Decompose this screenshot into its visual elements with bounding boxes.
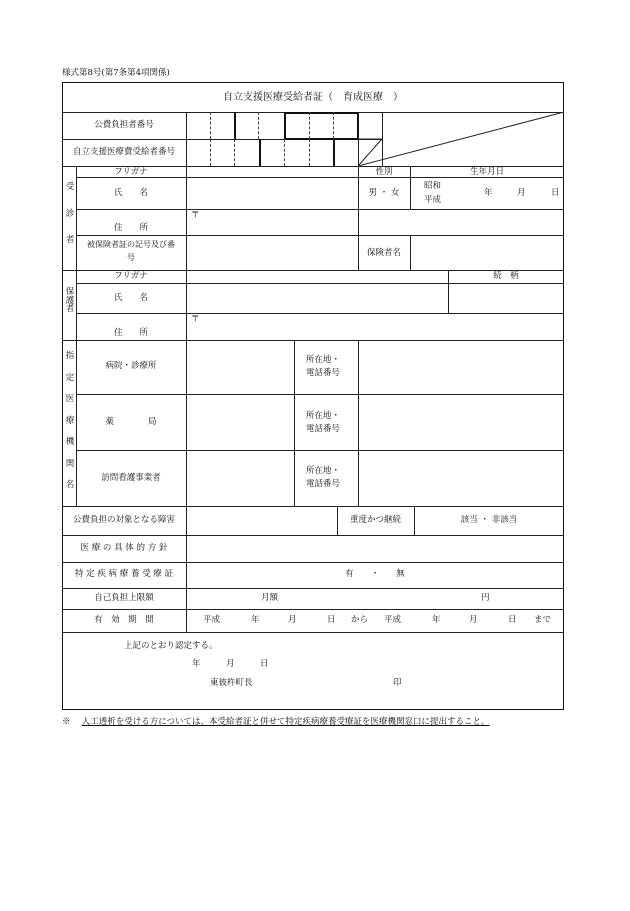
- vertical-kikan: 指 定 医 療 機 関 名: [65, 351, 75, 490]
- validity-m1: 月: [288, 615, 297, 625]
- sex-value: 男 ・ 女: [368, 188, 400, 198]
- furigana-label: フリガナ: [114, 167, 148, 177]
- yen-label: 円: [481, 593, 490, 603]
- vertical-jushinsha: 受 診 者: [65, 182, 75, 245]
- birth-year-unit: 年: [484, 188, 493, 198]
- nursing-label: 訪問看護事業者: [101, 473, 161, 483]
- guardian-postal-mark: 〒: [191, 314, 200, 324]
- validity-d1: 日: [327, 615, 336, 625]
- birthdate-header: 生年月日: [469, 167, 504, 177]
- seal-mark: 印: [393, 678, 402, 688]
- postal-mark: 〒: [191, 210, 200, 220]
- validity-y1: 年: [251, 615, 260, 625]
- policy-label: 医 療 の 具 体 的 方 針: [80, 543, 168, 553]
- validity-m2: 月: [469, 615, 478, 625]
- nursing-addr-1: 所在地・: [306, 466, 341, 476]
- insurance-code-label-2: 号: [127, 253, 135, 262]
- certificate-title: 自立支援医療受給者証（ 育成医療 ）: [223, 92, 403, 103]
- form-reference: 様式第8号(第7条第4項関係): [62, 68, 170, 78]
- hospital-label: 病院・診療所: [105, 361, 157, 371]
- validity-until: まで: [534, 615, 552, 625]
- specific-disease-label: 特 定 疾 病 療 養 受 療 証: [74, 569, 174, 579]
- validity-label: 有 効 期 間: [94, 615, 154, 625]
- era-heisei: 平成: [424, 195, 442, 205]
- recipient-number-label: 自立支援医療費受給者番号: [72, 147, 175, 157]
- insurance-code-label-1: 被保険者証の記号及び番: [87, 240, 175, 249]
- validity-heisei-from: 平成: [203, 615, 221, 625]
- severe-label: 重度かつ継続: [349, 515, 401, 525]
- certify-text: 上記のとおり認定する。: [124, 641, 218, 651]
- specific-yes-no: 有 ・ 無: [345, 569, 405, 579]
- hospital-addr-1: 所在地・: [306, 355, 341, 365]
- guardian-furigana-label: フリガナ: [114, 271, 148, 281]
- certify-date: 年 月 日: [192, 659, 269, 669]
- era-showa: 昭和: [424, 181, 442, 191]
- pharmacy-label: 薬 局: [105, 417, 157, 427]
- nursing-addr-2: 電話番号: [306, 479, 341, 489]
- birth-month-unit: 月: [517, 188, 526, 198]
- mayor-label: 東彼杵町長: [210, 678, 253, 688]
- pharmacy-addr-1: 所在地・: [306, 411, 341, 421]
- public-payer-label: 公費負担者番号: [94, 120, 154, 130]
- disability-label: 公費負担の対象となる障害: [72, 515, 175, 525]
- birth-day-unit: 日: [551, 188, 560, 198]
- validity-heisei-to: 平成: [384, 615, 402, 625]
- applicable-options: 該当 ・ 非該当: [460, 515, 518, 525]
- diagonal-strike: [358, 112, 564, 166]
- hospital-addr-2: 電話番号: [306, 368, 341, 378]
- validity-d2: 日: [508, 615, 517, 625]
- validity-from: から: [351, 615, 369, 625]
- guardian-name-label: 氏 名: [113, 293, 148, 303]
- monthly-label: 月額: [261, 593, 279, 603]
- limit-label: 自己負担上限額: [94, 593, 154, 603]
- note-mark: ※: [62, 717, 71, 727]
- name-label: 氏 名: [113, 188, 148, 198]
- vertical-hogosha: 保 護 者: [65, 287, 75, 314]
- sex-header: 性別: [375, 167, 393, 177]
- guardian-address-label: 住 所: [113, 328, 148, 338]
- note-text: 人工透析を受ける方については、本受給者証と併せて特定疾病療養受療証を医療機関窓口に提出すること。: [81, 717, 490, 727]
- pharmacy-addr-2: 電話番号: [306, 424, 341, 434]
- validity-y2: 年: [432, 615, 441, 625]
- insurer-label: 保険者名: [366, 248, 401, 258]
- relation-header: 続 柄: [493, 271, 519, 281]
- footnote: [62, 715, 490, 727]
- address-label: 住 所: [113, 223, 148, 233]
